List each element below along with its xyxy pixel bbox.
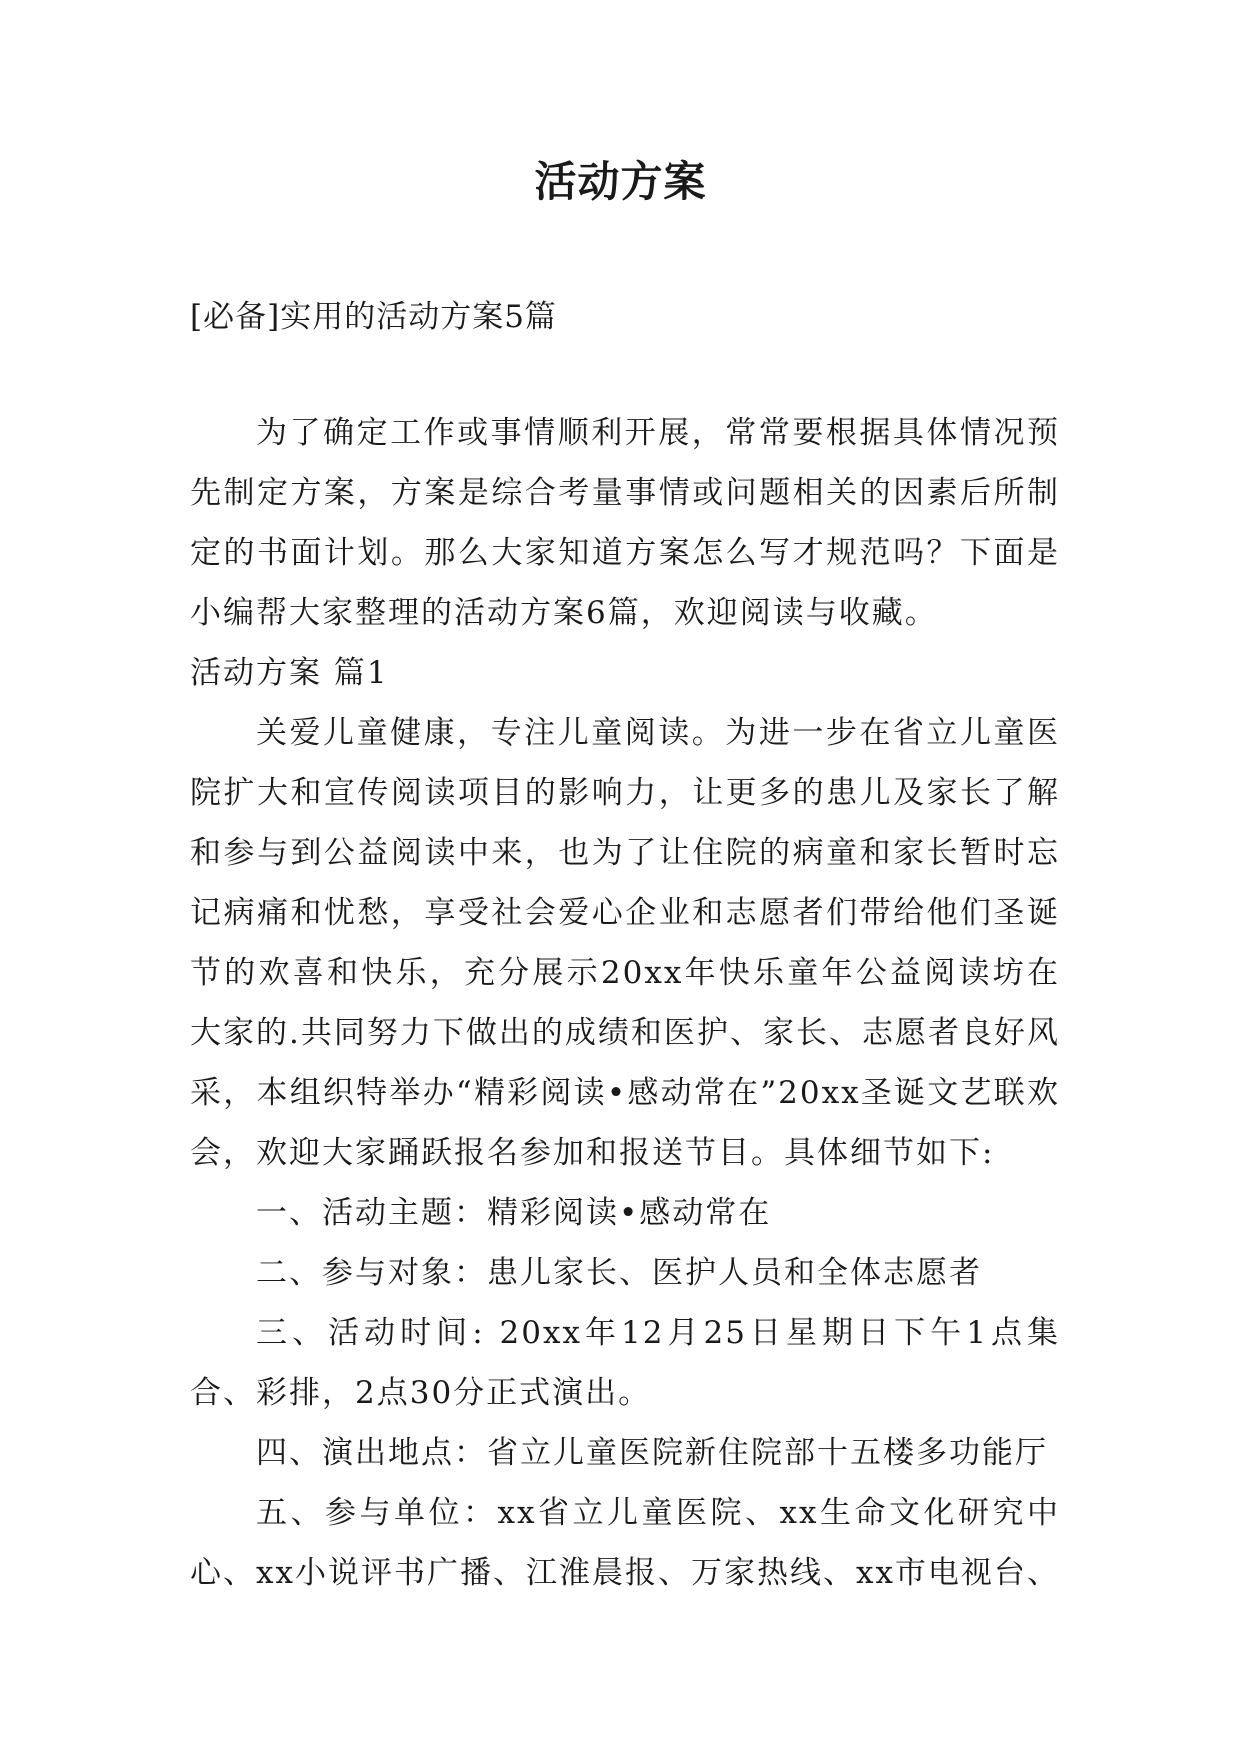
list-item-location: 四、演出地点：省立儿童医院新住院部十五楼多功能厅 bbox=[256, 1435, 1048, 1471]
list-item-participants: 二、参与对象：患儿家长、医护人员和全体志愿者 bbox=[256, 1255, 982, 1291]
section-heading: 活动方案 篇1 bbox=[190, 655, 389, 691]
document-subtitle: [必备]实用的活动方案5篇 bbox=[190, 299, 557, 335]
intro-paragraph: 为了确定工作或事情顺利开展，常常要根据具体情况预先制定方案，方案是综合考量事情或问题相关的因素后所制定的书面计划。那么大家知道方案怎么写才规范吗？下面是小编帮大家整理的活动方案6篇，欢迎阅读与收藏。 bbox=[190, 415, 1060, 631]
document-body bbox=[190, 403, 1060, 1603]
list-item-units: 五、参与单位：xx省立儿童医院、xx生命文化研究中心、xx小说评书广播、江淮晨报、万家热线、xx市电视台、 bbox=[190, 1495, 1060, 1591]
list-item-time: 三、活动时间: 20xx年12月25日星期日下午1点集合、彩排，2点30分正式演出。 bbox=[190, 1315, 1060, 1411]
document-title: 活动方案 bbox=[534, 157, 707, 206]
body-paragraph: 关爱儿童健康，专注儿童阅读。为进一步在省立儿童医院扩大和宣传阅读项目的影响力，让更多的患儿及家长了解和参与到公益阅读中来，也为了让住院的病童和家长暂时忘记病痛和忧愁，享受社会爱心企业和志愿者们带给他们圣诞节的欢喜和快乐，充分展示20xx年快乐童年公益阅读坊在大家的.共同努力下做出的成绩和医护、家长、志愿者良好风采，本组织特举办“精彩阅读•感动常在”20xx圣诞文艺联欢会，欢迎大家踊跃报名参加和报送节目。具体细节如下: bbox=[190, 715, 1060, 1171]
list-item-theme: 一、活动主题：精彩阅读•感动常在 bbox=[256, 1195, 772, 1231]
